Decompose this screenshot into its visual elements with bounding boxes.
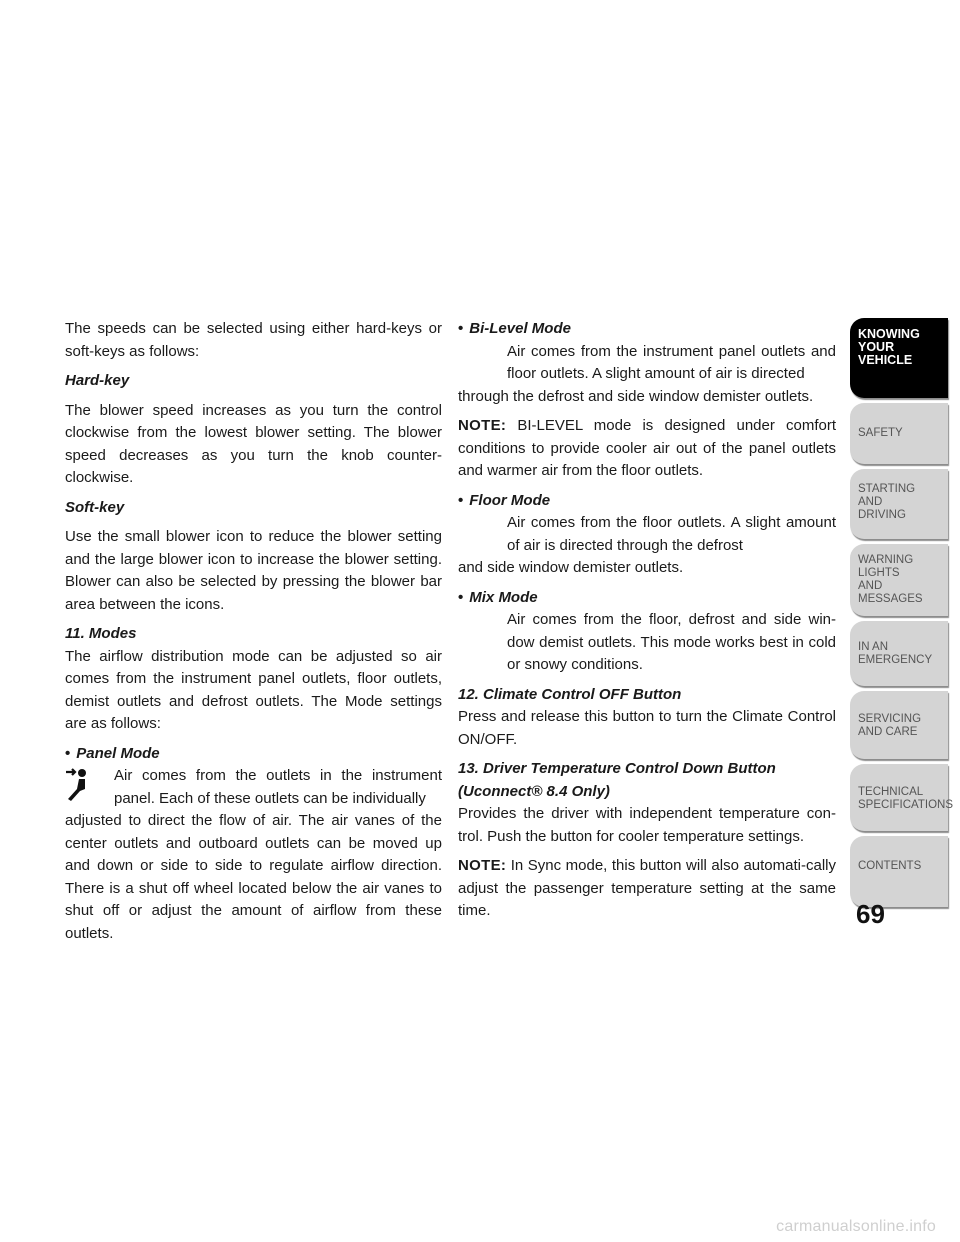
page-number: 69 — [856, 899, 885, 929]
tab-label-line: WARNING — [858, 554, 914, 566]
panel-mode-block — [65, 765, 442, 945]
note-label: NOTE: — [458, 417, 507, 434]
tab-label-line: SERVICING — [858, 713, 922, 725]
note-sync-text: In Sync mode, this button will also automati-cally adjust the passenger temperature setting at the same time. — [458, 857, 836, 919]
tab-contents[interactable] — [850, 836, 948, 907]
floor-mode-title: Floor Mode — [469, 491, 551, 509]
panel-mode-indent-text: Air comes from the outlets in the instrument panel. Each of these outlets can be individually — [114, 767, 442, 807]
tab-knowing-your-vehicle[interactable] — [850, 318, 948, 398]
mix-mode-bullet: • Mix Mode — [458, 588, 538, 606]
modes-paragraph: The airflow distribution mode can be adjusted so air comes from the instrument panel outlets, floor outlets, demist outlets and defrost outlets. The Mode settings are as follows: — [65, 647, 442, 732]
tab-label-line: KNOWING — [858, 327, 920, 341]
tab-label-line: LIGHTS — [858, 567, 900, 579]
panel-mode-rest-text: adjusted to direct the flow of air. The air vanes of the center outlets and outboard outlets can be moved up and down or side to side to regulate airflow direction. There is a shut off wheel located below the air vanes to shut off or adjust the amount of airflow from these outlets. — [65, 812, 442, 942]
tab-label-line: VEHICLE — [858, 353, 913, 367]
hardkey-paragraph: The blower speed increases as you turn the control clockwise from the lowest blower setting. The blower speed decreases as you turn the knob counter-clockwise. — [65, 401, 442, 486]
tab-in-an-emergency[interactable] — [850, 621, 948, 686]
footer-watermark: carmanualsonline.info — [776, 1218, 936, 1235]
right-column — [458, 318, 836, 930]
softkey-paragraph: Use the small blower icon to reduce the blower setting and the large blower icon to increase the blower setting. Blower can also be selected by pressing the blower bar area between the icons. — [65, 528, 442, 613]
tab-label-line: SAFETY — [858, 427, 903, 439]
tab-label-line: CONTENTS — [858, 860, 922, 872]
tab-label-line: YOUR — [858, 340, 895, 354]
section-12-paragraph: Press and release this button to turn the Climate Control ON/OFF. — [458, 708, 836, 748]
chapter-tabs — [850, 318, 953, 912]
bilevel-mode-bullet: • Bi-Level Mode — [458, 320, 571, 337]
panel-mode-bullet: • Panel Mode — [65, 744, 160, 762]
floor-mode-bullet: • Floor Mode — [458, 491, 551, 509]
tab-label-line: EMERGENCY — [858, 654, 933, 666]
bilevel-mode-title: Bi-Level Mode — [469, 320, 571, 337]
mix-indent-text: Air comes from the floor, defrost and side win-dow demist outlets. This mode works best in cold or snowy conditions. — [507, 611, 836, 673]
tab-label-line: STARTING — [858, 483, 916, 495]
tab-starting-and-driving[interactable] — [850, 469, 948, 539]
section-13-heading-line2: (Uconnect® 8.4 Only) — [458, 782, 610, 800]
note-bilevel — [458, 415, 836, 483]
panel-mode-icon — [65, 767, 91, 805]
tab-label-line: AND — [858, 580, 883, 592]
softkey-heading: Soft-key — [65, 498, 125, 516]
note-sync — [458, 855, 836, 923]
modes-heading: 11. Modes — [65, 625, 137, 642]
section-13-heading-line1: 13. Driver Temperature Control Down Button — [458, 760, 776, 777]
bilevel-rest-text: through the defrost and side window demister outlets. — [458, 387, 814, 405]
tab-label-line: MESSAGES — [858, 593, 923, 605]
intro-paragraph: The speeds can be selected using either hard-keys or soft-keys as follows: — [65, 320, 442, 360]
section-12-heading: 12. Climate Control OFF Button — [458, 685, 682, 703]
panel-mode-title: Panel Mode — [76, 744, 160, 762]
tab-safety[interactable] — [850, 403, 948, 464]
hardkey-heading: Hard-key — [65, 372, 130, 389]
section-13-paragraph: Provides the driver with independent temperature con-trol. Push the button for cooler temperature settings. — [458, 805, 836, 845]
tab-warning-lights-and-messages[interactable] — [850, 544, 948, 616]
left-column — [65, 318, 442, 945]
note-label: NOTE: — [458, 857, 507, 874]
tab-label-line: IN AN — [858, 641, 889, 653]
note-bilevel-text: BI-LEVEL mode is designed under comfort conditions to provide cooler air out of the panel outlets and warmer air from the floor outlets. — [458, 417, 836, 479]
mix-mode-title: Mix Mode — [469, 588, 538, 606]
tab-technical-specifications[interactable] — [850, 764, 953, 831]
tab-label-line: SPECIFICATIONS — [858, 799, 953, 811]
bilevel-indent-text: Air comes from the instrument panel outlets and floor outlets. A slight amount of air is directed — [507, 342, 836, 382]
tab-label-line: TECHNICAL — [858, 786, 924, 798]
tab-servicing-and-care[interactable] — [850, 691, 948, 759]
tab-label-line: DRIVING — [858, 509, 906, 521]
tab-label-line: AND — [858, 496, 883, 508]
tab-label-line: AND CARE — [858, 726, 918, 738]
floor-rest-text: and side window demister outlets. — [458, 559, 684, 576]
floor-indent-text: Air comes from the floor outlets. A slight amount of air is directed through the defrost — [507, 514, 836, 554]
